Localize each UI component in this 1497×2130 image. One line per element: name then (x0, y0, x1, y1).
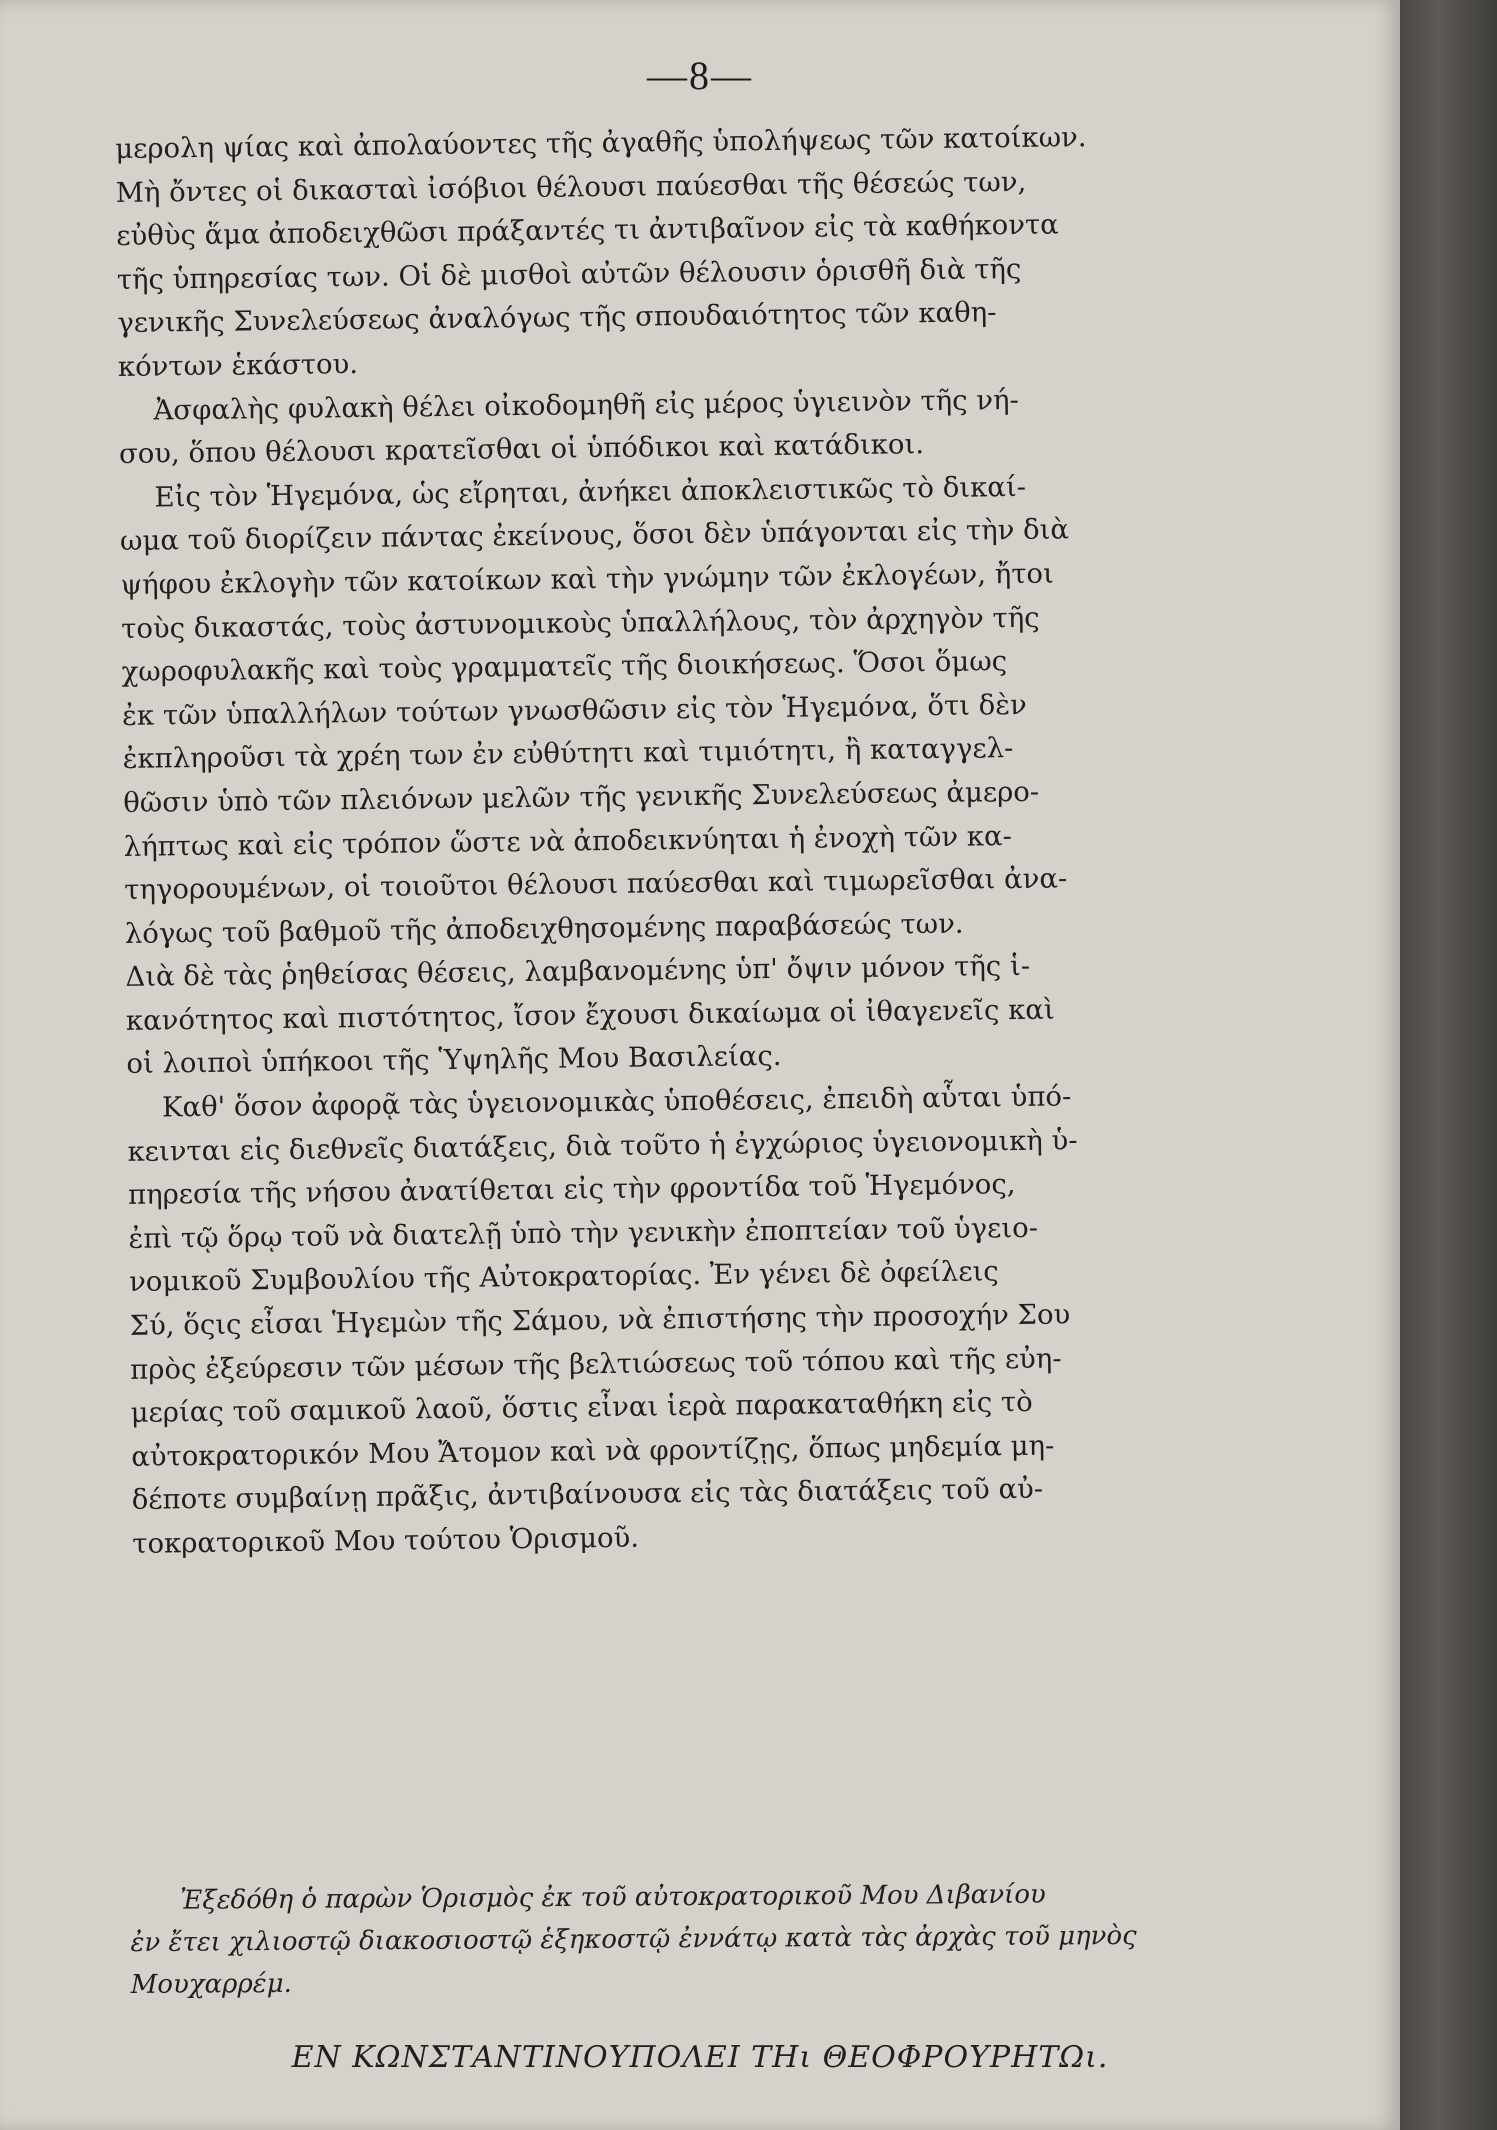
text-line: λήπτως καὶ εἰς τρόπον ὥστε νὰ ἀποδεικνύηται ἡ ἐνοχὴ τῶν κα- (123, 819, 1013, 863)
colophon-line: ἐν ἔτει χιλιοστῷ διακοσιοστῷ ἑξηκοστῷ ἐννάτῳ κατὰ τὰς ἀρχὰς τοῦ μηνὸς (130, 1920, 1137, 1958)
text-line: κεινται εἰς διεθνεῖς διατάξεις, διὰ τοῦτο ἡ ἐγχώριος ὑγειονομικὴ ὑ- (127, 1123, 1078, 1168)
text-line: κανότητος καὶ πιστότητος, ἴσον ἔχουσι δικαίωμα οἱ ἰθαγενεῖς καὶ (125, 993, 1055, 1037)
text-line: λόγως τοῦ βαθμοῦ τῆς ἀποδειχθησομένης παραβάσεώς των. (124, 907, 964, 950)
text-line: Διὰ δὲ τὰς ῥηθείσας θέσεις, λαμβανομένης ὑπ' ὄψιν μόνον τῆς ἱ- (125, 950, 1031, 994)
text-line: τηγορουμένων, οἱ τοιοῦτοι θέλουσι παύεσθαι καὶ τιμωρεῖσθαι ἀνα- (124, 862, 1068, 907)
text-line: τοὺς δικαστάς, τοὺς ἀστυνομικοὺς ὑπαλλήλους, τὸν ἀρχηγὸν τῆς (120, 601, 1040, 645)
text-line: γενικῆς Συνελεύσεως ἀναλόγως τῆς σπουδαιότητος τῶν καθη- (117, 296, 997, 340)
text-line: ψήφου ἐκλογὴν τῶν κατοίκων καὶ τὴν γνώμην τῶν ἐκλογέων, ἤτοι (120, 557, 1054, 601)
text-line: χωροφυλακῆς καὶ τοὺς γραμματεῖς τῆς διοικήσεως. Ὅσοι ὅμως (121, 645, 1008, 689)
text-line: τοκρατορικοῦ Μου τούτου Ὁρισμοῦ. (132, 1521, 640, 1560)
text-line: εὐθὺς ἅμα ἀποδειχθῶσι πράξαντές τι ἀντιβαῖνον εἰς τὰ καθήκοντα (116, 208, 1059, 253)
text-line: θῶσιν ὑπὸ τῶν πλειόνων μελῶν τῆς γενικῆς Συνελεύσεως ἀμερο- (123, 775, 1040, 819)
text-line: οἱ λοιποὶ ὑπήκοοι τῆς Ὑψηλῆς Μου Βασιλείας. (126, 1040, 782, 1081)
text-line: ἐκπληροῦσι τὰ χρέη των ἐν εὐθύτητι καὶ τιμιότητι, ἢ καταγγελ- (122, 732, 1014, 776)
text-line: πηρεσία τῆς νήσου ἀνατίθεται εἰς τὴν φροντίδα τοῦ Ἡγεμόνος, (127, 1168, 1016, 1212)
text-line: σου, ὅπου θέλουσι κρατεῖσθαι οἱ ὑπόδικοι καὶ κατάδικοι. (118, 428, 925, 471)
text-line: Καθ' ὅσον ἀφορᾷ τὰς ὑγειονομικὰς ὑποθέσεις, ἐπειδὴ αὗται ὑπό- (161, 1080, 1072, 1124)
text-line: τῆς ὑπηρεσίας των. Οἱ δὲ μισθοὶ αὐτῶν θέλουσιν ὁρισθῆ διὰ τῆς (116, 252, 1022, 296)
text-line: Σύ, ὅςις εἶσαι Ἡγεμὼν τῆς Σάμου, νὰ ἐπιστήσης τὴν προσοχήν Σου (129, 1298, 1071, 1342)
page-number: —8— (647, 53, 753, 98)
imprint-line: ΕΝ ΚΩΝΣΤΑΝΤΙΝΟΥΠΟΛΕΙ ΤΗι ΘΕΟΦΡΟΥΡΗΤΩι. (291, 2040, 1109, 2075)
text-line: Μὴ ὄντες οἱ δικασταὶ ἰσόβιοι θέλουσι παύεσθαι τῆς θέσεώς των, (115, 165, 1027, 209)
colophon-line: Ἐξεδόθη ὁ παρὼν Ὁρισμὸς ἐκ τοῦ αὐτοκρατορικοῦ Μου Διβανίου (180, 1879, 1046, 1916)
colophon-line: Μουχαρρέμ. (130, 1968, 292, 2000)
text-line: μερίας τοῦ σαμικοῦ λαοῦ, ὅστις εἶναι ἱερὰ παρακαταθήκη εἰς τὸ (130, 1386, 1033, 1430)
body-text (115, 112, 1412, 1566)
text-line: Ἀσφαλὴς φυλακὴ θέλει οἰκοδομηθῆ εἰς μέρος ὑγιεινὸν τῆς νή- (153, 383, 1019, 427)
text-line: ἐκ τῶν ὑπαλλήλων τούτων γνωσθῶσιν εἰς τὸν Ἡγεμόνα, ὅτι δὲν (121, 688, 1027, 732)
text-line: μερολη ψίας καὶ ἀπολαύοντες τῆς ἀγαθῆς ὑπολήψεως τῶν κατοίκων. (115, 121, 1087, 165)
text-line: Εἰς τὸν Ἡγεμόνα, ὡς εἴρηται, ἀνήκει ἀποκλειστικῶς τὸ δικαί- (154, 470, 1027, 514)
text-line: δέποτε συμβαίνῃ πρᾶξις, ἀντιβαίνουσα εἰς τὰς διατάξεις τοῦ αὐ- (131, 1473, 1044, 1517)
text-line: ἐπὶ τῷ ὅρῳ τοῦ νὰ διατελῇ ὑπὸ τὴν γενικὴν ἐποπτείαν τοῦ ὑγειο- (128, 1211, 1039, 1255)
page-edge-shadow (1400, 0, 1497, 2130)
text-line: κόντων ἑκάστου. (117, 348, 359, 383)
text-line: αὐτοκρατορικόν Μου Ἄτομον καὶ νὰ φροντίζῃς, ὅπως μηδεμία μη- (131, 1429, 1055, 1473)
colophon (130, 1871, 1391, 2006)
text-line: πρὸς ἐξεύρεσιν τῶν μέσων τῆς βελτιώσεως τοῦ τόπου καὶ τῆς εὐη- (129, 1342, 1062, 1386)
text-line: ωμα τοῦ διορίζειν πάντας ἐκείνους, ὅσοι δὲν ὑπάγονται εἰς τὴν διὰ (119, 513, 1070, 558)
text-line: νομικοῦ Συμβουλίου τῆς Αὐτοκρατορίας. Ἐν γένει δὲ ὀφείλεις (128, 1255, 999, 1299)
